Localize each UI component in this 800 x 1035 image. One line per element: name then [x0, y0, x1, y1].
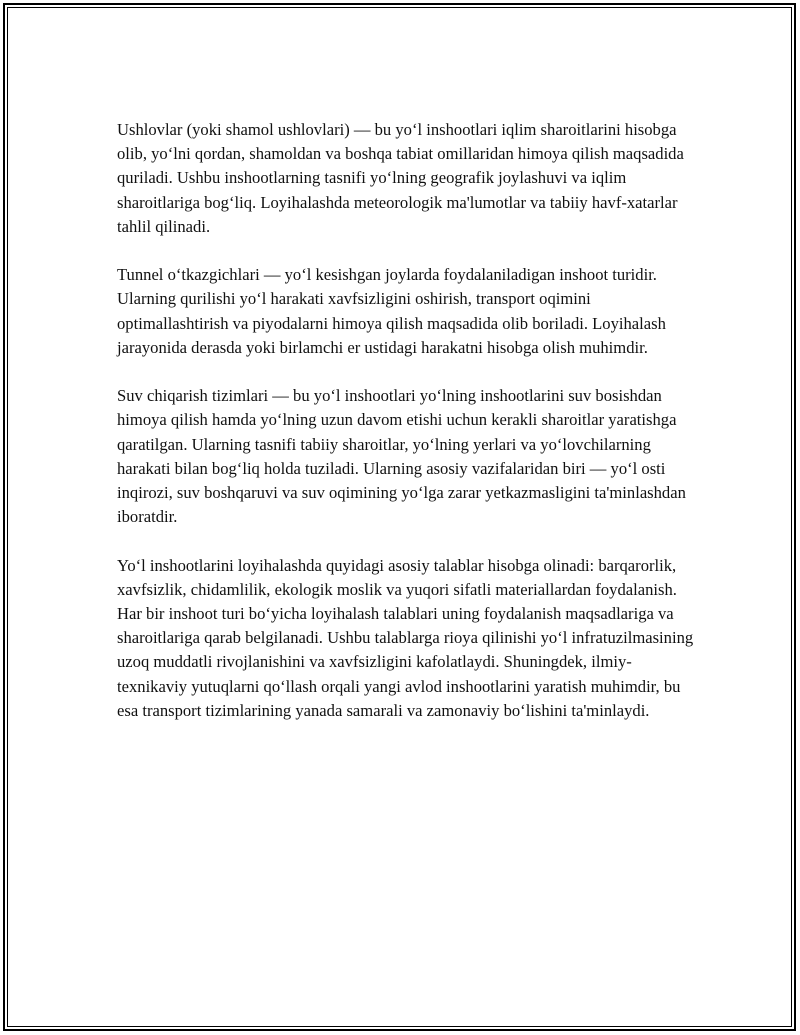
paragraph-wind-barriers: Ushlovlar (yoki shamol ushlovlari) — bu yo‘l inshootlari iqlim sharoitlarini hisobga olib, yo‘lni qordan, shamoldan va boshqa tabiat omillaridan himoya qilish maqsadida quriladi. Ushbu inshootlarning tasnifi yo‘lning geografik joylashuvi va iqlim sharoitlariga bog‘liq. Loyihalashda meteorologik ma'lumotlar va tabiiy havf-xatarlar tahlil qilinadi.: [117, 120, 684, 236]
page-border: [3, 3, 796, 1031]
paragraph-design-requirements: Yo‘l inshootlarini loyihalashda quyidagi asosiy talablar hisobga olinadi: barqarorlik, xavfsizlik, chidamlilik, ekologik moslik va yuqori sifatli materiallardan foydalanish. Har bir inshoot turi bo‘yicha loyihalash talablari uning foydalanish maqsadlariga va sharoitlariga qarab belgilanadi. Ushbu talablarga rioya qilinishi yo‘l infratuzilmasining uzoq muddatli rivojlanishini va xavfsizligini kafolatlaydi. Shuningdek, ilmiy-texnikaviy yutuqlarni qo‘llash orqali yangi avlod inshootlarini yaratish muhimdir, bu esa transport tizimlarining yanada samarali va zamonaviy bo‘lishini ta'minlaydi.: [117, 555, 694, 720]
paragraph-drainage-systems: Suv chiqarish tizimlari — bu yo‘l inshootlari yo‘lning inshootlarini suv bosishdan himoya qilish hamda yo‘lning uzun davom etishi uchun kerakli sharoitlar yaratishga qaratilgan. Ularning tasnifi tabiiy sharoitlar, yo‘lning yerlari va yo‘lovchilarning harakati bilan bog‘liq holda tuziladi. Ularning asosiy vazifalaridan biri — yo‘l osti inqirozi, suv boshqaruvi va suv oqimining yo‘lga zarar yetkazmasligini ta'minlashdan iboratdir.: [117, 386, 686, 527]
document-body: [117, 118, 697, 747]
paragraph-tunnel-crossings: Tunnel o‘tkazgichlari — yo‘l kesishgan joylarda foydalaniladigan inshoot turidir. Ularning qurilishi yo‘l harakati xavfsizligini oshirish, transport oqimini optimallashtirish va piyodalarni himoya qilish maqsadida olib boriladi. Loyihalash jarayonida derasda yoki birlamchi er ustidagi harakatni hisobga olish muhimdir.: [117, 265, 666, 357]
